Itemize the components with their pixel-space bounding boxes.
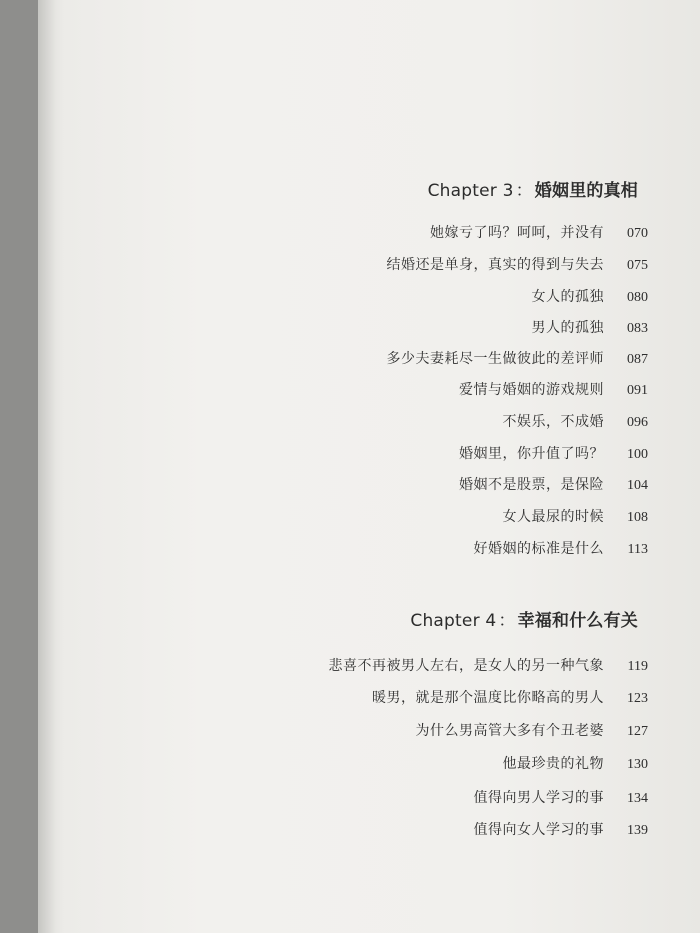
toc-entry-title: 值得向女人学习的事 xyxy=(473,822,604,838)
toc-entry-title: 暖男，就是那个温度比你略高的男人 xyxy=(372,690,604,706)
toc-entry-page: 075 xyxy=(627,258,648,273)
chapter-separator: ： xyxy=(515,181,533,201)
toc-entry-page: 108 xyxy=(627,510,648,525)
toc-entry xyxy=(459,443,648,463)
toc-entry-title: 值得向男人学习的事 xyxy=(473,790,604,806)
toc-entry xyxy=(532,317,649,337)
toc-entry xyxy=(459,379,648,399)
toc-entry-title: 爱情与婚姻的游戏规则 xyxy=(459,382,604,398)
toc-entry-page: 096 xyxy=(627,415,648,430)
chapter-title: 幸福和什么有关 xyxy=(517,611,638,631)
toc-entry-page: 139 xyxy=(627,823,648,838)
toc-entry-title: 女人的孤独 xyxy=(531,289,604,305)
toc-entry-page: 104 xyxy=(627,478,648,493)
toc-entry-page: 113 xyxy=(627,542,648,557)
toc-entry-title: 女人最尿的时候 xyxy=(502,509,604,525)
toc-entry-title: 为什么男高管大多有个丑老婆 xyxy=(415,723,604,739)
toc-entry-title: 他最珍贵的礼物 xyxy=(502,756,604,772)
toc-entry xyxy=(503,753,649,773)
toc-entry-title: 婚姻里，你升值了吗？ xyxy=(459,446,604,462)
toc-entry-page: 070 xyxy=(627,226,648,241)
toc-entry xyxy=(474,538,649,558)
toc-entry-title: 男人的孤独 xyxy=(531,320,604,336)
toc-entry xyxy=(329,655,649,675)
toc-entry-page: 123 xyxy=(627,691,648,706)
toc-entry-title: 婚姻不是股票，是保险 xyxy=(459,477,604,493)
toc-entry-page: 091 xyxy=(627,383,648,398)
toc-entry-title: 悲喜不再被男人左右，是女人的另一种气象 xyxy=(328,658,604,674)
toc-entry-title: 好婚姻的标准是什么 xyxy=(473,541,604,557)
toc-entry-title: 结婚还是单身，真实的得到与失去 xyxy=(386,257,604,273)
toc-entry xyxy=(387,348,649,368)
toc-entry-page: 083 xyxy=(627,321,648,336)
toc-entry xyxy=(503,411,649,431)
toc-entry-page: 134 xyxy=(627,791,648,806)
toc-entry-title: 她嫁亏了吗？呵呵，并没有 xyxy=(430,225,604,241)
toc-entry xyxy=(503,506,649,526)
toc-entry xyxy=(430,222,648,242)
toc-entry-page: 100 xyxy=(627,447,648,462)
toc-entry xyxy=(474,787,649,807)
toc-entry-page: 087 xyxy=(627,352,648,367)
toc-entry-page: 130 xyxy=(627,757,648,772)
chapter-title: 婚姻里的真相 xyxy=(534,181,638,201)
chapter-label: Chapter 3 xyxy=(427,181,514,201)
book-page xyxy=(38,0,700,933)
toc-entry xyxy=(459,474,648,494)
chapter-label: Chapter 4 xyxy=(410,611,497,631)
toc-entry-title: 多少夫妻耗尽一生做彼此的差评师 xyxy=(386,351,604,367)
toc-entry xyxy=(474,819,649,839)
toc-entry-page: 080 xyxy=(627,290,648,305)
toc-entry-title: 不娱乐，不成婚 xyxy=(502,414,604,430)
toc-entry xyxy=(372,687,648,707)
toc-entry xyxy=(387,254,649,274)
toc-entry xyxy=(416,720,649,740)
chapter-3-heading xyxy=(428,176,638,201)
toc-entry-page: 127 xyxy=(627,724,648,739)
page-gutter-shadow xyxy=(38,0,56,933)
toc-entry xyxy=(532,286,649,306)
chapter-4-heading xyxy=(410,606,638,631)
toc-entry-page: 119 xyxy=(627,659,648,674)
chapter-separator: ： xyxy=(498,611,516,631)
